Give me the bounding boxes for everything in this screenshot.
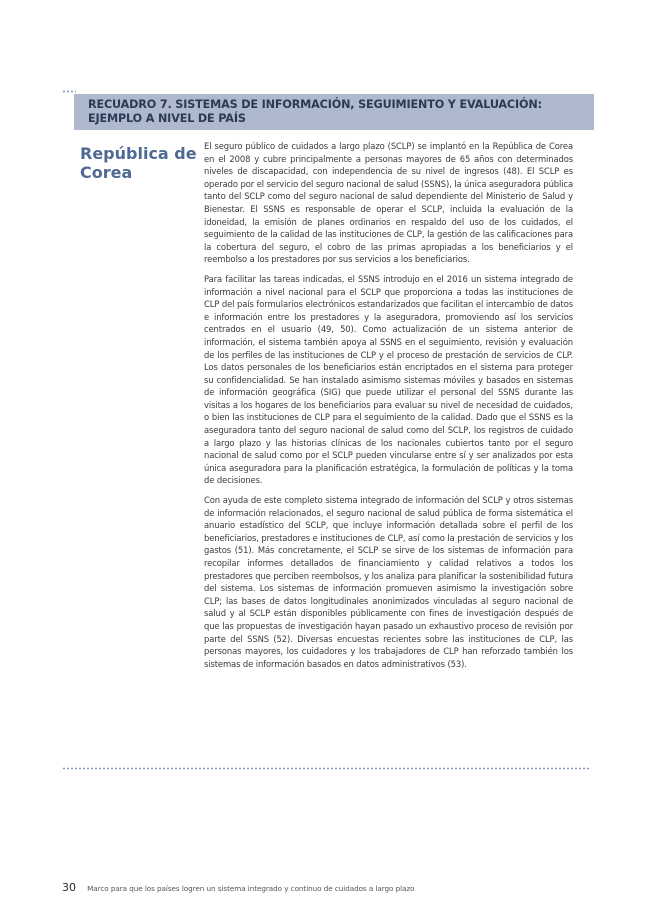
paragraph-2: Para facilitar las tareas indicadas, el SSNS introdujo en el 2016 un sistema integrado de información a nivel nacional para el SCLP que proporciona a todas las instituciones de CLP del país formularios electrónicos estandarizados que facilitan el intercambio de datos e información entre los prestadores y la aseguradora, promoviendo así los servicios centrados en el usuario (49, 50). Como actualización de un sistema anterior de información, el sistema también apoya al SSNS en el seguimiento, revisión y evaluación de los perfiles de las instituciones de CLP y el proceso de prestación de servicios de CLP. Los datos personales de los beneficiarios están encriptados en el sistema para proteger su confidencialidad. Se han instalado asimismo sistemas móviles y basados en sistemas de información geográfica (SIG) que puede utilizar el personal del SSNS durante las visitas a los hogares de los beneficiarios para evaluar su nivel de necesidad de cuidados, o bien las instituciones de CLP para el seguimiento de la calidad. Dado que el SSNS es la aseguradora tanto del seguro nacional de salud como del SCLP, los registros de cuidado a largo plazo y las historias clínicas de los nacionales cubiertos tanto por el seguro nacional de salud como por el SCLP pueden vincularse entre sí y ser analizados por esta única aseguradora para la planificación estratégica, la formulación de políticas y la toma de decisiones.	[204, 273, 573, 486]
box-title: RECUADRO 7. SISTEMAS DE INFORMACIÓN, SEGUIMIENTO Y EVALUACIÓN: EJEMPLO A NIVEL DE PAÍS	[88, 98, 542, 125]
country-heading: República de Corea	[80, 144, 197, 182]
box-body	[204, 140, 573, 677]
page-number: 30	[62, 881, 76, 894]
paragraph-1: El seguro público de cuidados a largo plazo (SCLP) se implantó en la República de Corea en el 2008 y cubre principalmente a personas mayores de 65 años con determinados niveles de discapacidad, con independencia de su nivel de ingresos (48). El SCLP es operado por el servicio del seguro nacional de salud (SSNS), la única aseguradora pública tanto del SCLP como del seguro nacional de salud dependiente del Ministerio de Salud y Bienestar. El SSNS es responsable de operar el SCLP, incluida la evaluación de la idoneidad, la emisión de planes ordinarios en respaldo del uso de los cuidados, el seguimiento de la calidad de las instituciones de CLP, la gestión de las calificaciones para la cobertura del seguro, el cobro de las primas apropiadas a los beneficiarios y el reembolso a los prestadores por sus servicios a los beneficiarios.	[204, 141, 573, 265]
bottom-dotted-rule	[62, 767, 590, 770]
top-dotted-rule	[62, 90, 76, 93]
paragraph-3: Con ayuda de este completo sistema integrado de información del SCLP y otros sistemas de información relacionados, el seguro nacional de salud pública de forma sistemática el anuario estadístico del SCLP, que incluye información detallada sobre el perfil de los beneficiarios, prestadores e instituciones de CLP, así como la prestación de servicios y los gastos (51). Más concretamente, el SCLP se sirve de los sistemas de información para recopilar informes detallados de financiamiento y calidad relativos a todos los prestadores que perciben reembolsos, y los analiza para planificar la sostenibilidad futura del sistema. Los sistemas de información promueven asimismo la investigación sobre CLP; las bases de datos longitudinales anonimizados vinculadas al seguro nacional de salud y al SCLP están disponibles públicamente con fines de investigación después de que las propuestas de investigación hayan pasado un exhaustivo proceso de revisión por parte del SSNS (52). Diversas encuestas recientes sobre las instituciones de CLP, las personas mayores, los cuidadores y los trabajadores de CLP han reforzado también los sistemas de información basados en datos administrativos (53).	[204, 495, 573, 669]
page-footer	[62, 876, 622, 895]
footer-title: Marco para que los países logren un sistema integrado y continuo de cuidados a largo plazo	[87, 884, 415, 893]
